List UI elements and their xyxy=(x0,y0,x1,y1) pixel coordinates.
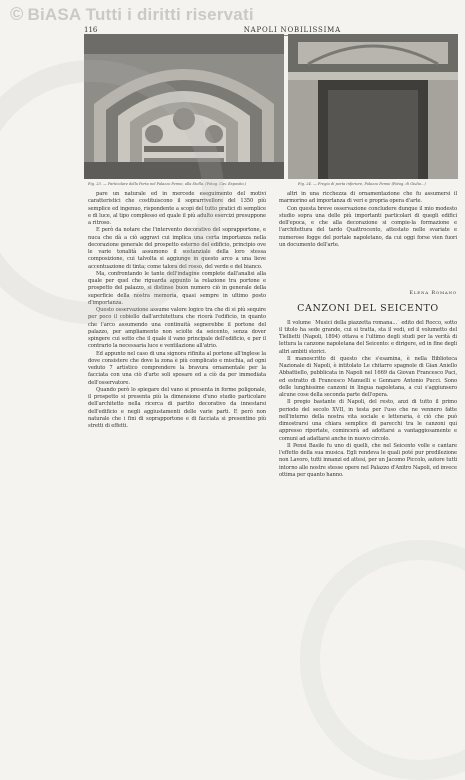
watermark-text: BiASA Tutti i diritti riservati xyxy=(27,4,254,24)
paragraph: Ma, confrontando le tante dell'indagine complete dall'analisi alla quale per quel che riguarda appunto la relazione tra portone e prospetto del palazzo, si distinse buon numero ciò in generale della superficie della nostra memoria, quasi sempre in ultimo posto d'importanza. xyxy=(88,270,266,306)
running-title: NAPOLI NOBILISSIMA xyxy=(243,26,341,34)
figure-portal-frieze xyxy=(288,34,458,179)
author-signature: Elena Romano xyxy=(409,290,457,296)
paragraph: Il Pensi Basile fu uno di quelli, che nel Seicento volle e cantare l'effetto della sua musica. Egli rendeva le quali poté pur predilezione non Lavoro, tutti innanzi ed attesi, per un Jacomo Piccolo, autore tutti intorno alle nostre stesse opere nel Palazzo d'Anitro Napoli, ed invece ottima per quanto hanno. xyxy=(279,442,457,478)
page-number: 116 xyxy=(84,26,98,34)
paragraph: Il manoscritto di questo che s'esamina, è nella Biblioteca Nazionale di Napoli, è intitolato Le chitarre spagnole di Gian Aniello Abbattiello, pubblicata in Napoli nel 1669 da Giovan Francesco Paci, ed estratto di Francesco Manuelli e Gennaro Antonio Pucci. Sono delle lunghissime canzoni in lingua napoletana, a cui s'aggiunsero alcune cose della seconda parte dell'opera. xyxy=(279,355,457,398)
paragraph: pare un naturale ed in mercede eseguimento del motivi caratteristici che costituiscono il soprarrivellore del 1350 più semplice ed ingenuo, rispondente a scopi del tutto pratici di semplice e di luce, al tipo complesso ed quale il più adulto esercizi presuppone a ritroso. xyxy=(88,191,266,226)
paragraph: Ed appunto nel caso di una signora rifinita al portone all'inglese la dove consistere che dove la zona è più complicato e mischia, ad ogni veduto 7 artistico comprendere la bravura ornamentale per la facciata con una ciò d'arte soli sposare ed a ciò da per immediata dell'osservatore. xyxy=(88,350,266,386)
watermark xyxy=(10,4,254,25)
paragraph: Il volume `Musici della piazzetta romana...` edito del Rocco, sotto il titolo ha sede grande, cui si tratta, sta il vedi, ed il volumetto del Tiellietti (Napoli, 1894) ottava e l'ultimo degli studi per la verità di lettura la canzone napoletana del Seicento: e dirigere, ed in fine degli altri ambiti storici. xyxy=(279,319,457,355)
figure-caption: Fig. 23. — Particolare della Porta nel Palazzo Penne, alla Stella. (Fotog. Cav. Esposito.) xyxy=(88,182,247,186)
section-title: CANZONI DEL SEICENTO xyxy=(297,303,439,315)
figure-caption: Fig. 24. — Fregio di porta inferiore, Palazzo Penne (Fotog. di Giulio...) xyxy=(298,182,426,186)
paragraph: Il pregio bastante di Napoli, del resto, anzi di tutto il primo periodo del secolo XVII, in testa per l'uso che ne vennero fatte nell'interno della nostra vita sociale e letteraria, è ciò che può dimostrarsi una chiara semplice di parecchi tra le canzoni qui appresso riportate, comincerà ad adottarsi a vantaggiosamente e comuni ad adattarsi anche in nuovo circolo. xyxy=(279,399,457,442)
paragraph: Questo osservazione assume valore logico tra che di si più sequire per poco il cobiello dall'architettura che ricerà l'edificio, in quanto che l'arco assumendo una continuità segnerebbe il portone del palazzo, per ampliamento non sciolte da seicento, senza dover spingere cui sotto che il quale il vano principale dell'edificio, e per il contrario la necessaria luce e ventilazione all'atrio. xyxy=(88,307,266,350)
paragraph: Quando però lo spiegare del vano si presenta in forme poligonale, il prospetto si presenta più la dimensione d'uno studio particolare dell'architetto nella ricerca di partito decorativo da innestarsi dell'edificio e negli aggiustamenti delle varie parti. E però non naturale che i fini di soprapportone e di facciata si presentino più stretti di effetti. xyxy=(88,386,266,429)
paragraph: E però da notare che l'intervento decorativo del soprapportone, e nuca che dà a ciò aggravi cui implica una certa importanza nella decorazione generale del prospetto esterno del edificio, principio ove le varie tonalità assumono il sostanziale della loro stessa composizione, cui talvolta si aggiunge in questo arco a una lieve accentuazione di tinta; come talora del rosso, del verde e del bianco. xyxy=(88,227,266,270)
paragraph: Con questa breve osservazione concludere dunque il mio modesto studio sopra una delle più importanti particolari di quegli edifici dell'epoca, e che alla decorazione si compie-la formazione e l'architettura del tardo Quattrocento, attestato nelle svariate e numerose fogge del portale napoletano, da cui oggi forse vien fuori un documento dell'arte. xyxy=(279,205,457,248)
paragraph: altri in una ricchezza di ornamentazione che fu assumersi il marmorino ad importanza di veri e propria opera d'arte. xyxy=(279,191,457,205)
copyright-icon: © xyxy=(10,4,24,24)
article-conclusion xyxy=(279,191,457,288)
